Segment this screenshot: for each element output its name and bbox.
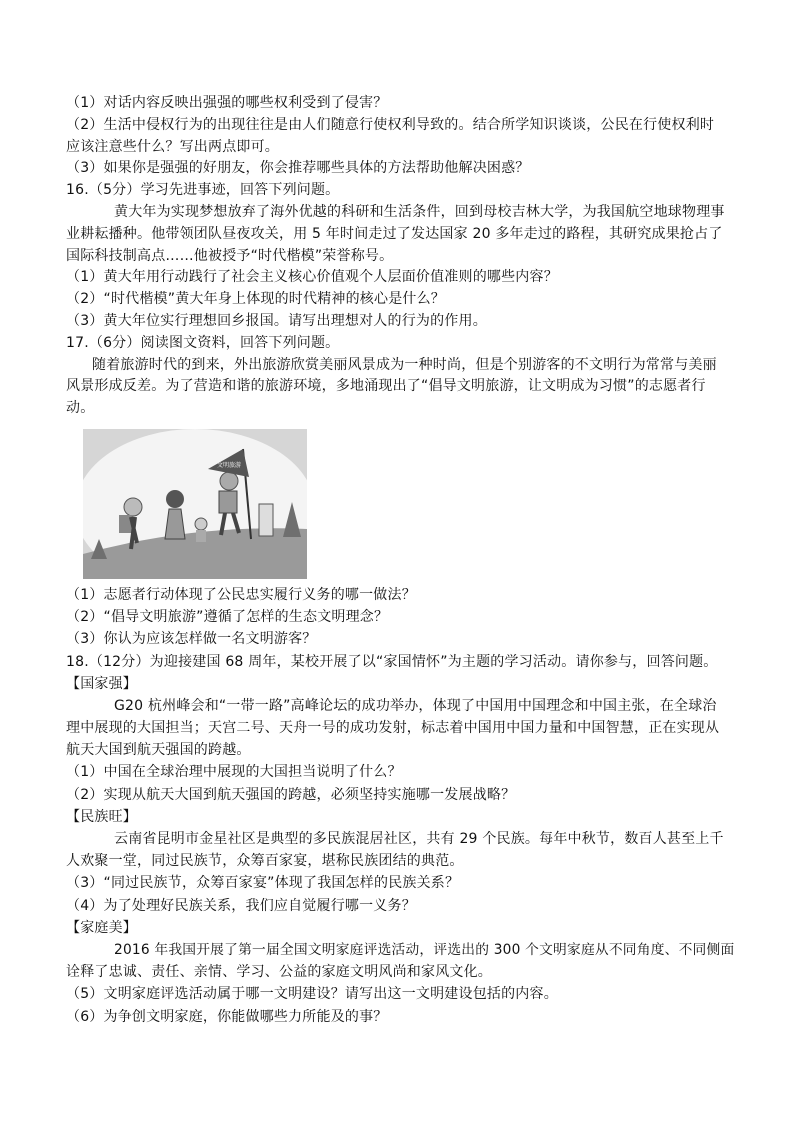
q15-sub2-line2: 应该注意些什么？写出两点即可。 [66,138,279,155]
q18-sub3: （3）“同过民族节，众筹百家宴”体现了我国怎样的民族关系？ [66,875,460,892]
flag-text: 文明旅游 [216,461,242,469]
q16-passage-line2: 业耕耘播种。他带领团队昼夜攻关，用 5 年时间走过了发达国家 20 多年走过的路程，其研究成果抢占了 [66,225,723,242]
q18-heading: 18.（12分）为迎接建国 68 周年，某校开展了以“家国情怀”为主题的学习活动。请你参与，回答问题。 [66,653,718,670]
q18-sub6: （6）为争创文明家庭，你能做哪些力所能及的事？ [66,1008,388,1025]
q18-sub5: （5）文明家庭评选活动属于哪一文明建设？请写出这一文明建设包括的内容。 [66,986,558,1003]
exam-page [66,93,736,1028]
q16-sub3: （3）黄大年位实行理想回乡报国。请写出理想对人的行为的作用。 [66,312,487,329]
q18-section1-passage-line2: 理中展现的大国担当；天宫二号、天舟一号的成功发射，标志着中国用中国力量和中国智慧，正在实现从 [66,720,720,737]
q17-passage-line1: 随着旅游时代的到来，外出旅游欣赏美丽风景成为一种时尚，但是个别游客的不文明行为常常与美丽 [92,356,717,373]
hikers-cartoon-image [83,429,307,579]
q17-sub2: （2）“倡导文明旅游”遵循了怎样的生态文明理念？ [66,609,389,626]
q17-sub1: （1）志愿者行动体现了公民忠实履行义务的哪一做法？ [66,586,416,603]
q15-sub2-line1: （2）生活中侵权行为的出现往往是由人们随意行使权利导致的。结合所学知识谈谈，公民在行使权利时 [66,116,715,133]
q18-section1-passage-line1: G20 杭州峰会和“一带一路”高峰论坛的成功举办，体现了中国用中国理念和中国主张，在全球治 [114,697,717,714]
q16-passage-line3: 国际科技制高点……他被授予“时代楷模”荣誉称号。 [66,247,394,264]
q17-passage-line3: 动。 [66,400,95,417]
q18-sub4: （4）为了处理好民族关系，我们应自觉履行哪一义务？ [66,897,416,914]
q15-sub3: （3）如果你是强强的好朋友，你会推荐哪些具体的方法帮助他解决困惑？ [66,160,530,177]
q17-passage-line2: 风景形成反差。为了营造和谐的旅游环境，多地涌现出了“倡导文明旅游，让文明成为习惯”的志愿者行 [66,378,706,395]
q18-section3-passage-line1: 2016 年我国开展了第一届全国文明家庭评选活动，评选出的 300 个文明家庭从不同角度、不同侧面 [114,941,735,958]
q16-passage-line1: 黄大年为实现梦想放弃了海外优越的科研和生活条件，回到母校吉林大学，为我国航空地球物理事 [114,203,725,220]
q18-section2-passage-line1: 云南省昆明市金星社区是典型的多民族混居社区，共有 29 个民族。每年中秋节，数百人甚至上千 [114,831,724,848]
q16-sub1: （1）黄大年用行动践行了社会主义核心价值观个人层面价值准则的哪些内容？ [66,269,558,286]
q18-section3-title: 【家庭美】 [66,919,137,936]
q18-section2-title: 【民族旺】 [66,808,137,825]
q18-section1-title: 【国家强】 [66,675,137,692]
q17-heading: 17.（6分）阅读图文资料，回答下列问题。 [66,334,340,351]
q18-section3-passage-line2: 诠释了忠诚、责任、亲情、学习、公益的家庭文明风尚和家风文化。 [66,964,492,981]
q18-section2-passage-line2: 人欢聚一堂，同过民族节，众筹百家宴，堪称民族团结的典范。 [66,853,464,870]
q16-heading: 16.（5分）学习先进事迹，回答下列问题。 [66,182,340,199]
q18-sub1: （1）中国在全球治理中展现的大国担当说明了什么？ [66,764,402,781]
q16-sub2: （2）“时代楷模”黄大年身上体现的时代精神的核心是什么？ [66,291,446,308]
q18-sub2: （2）实现从航天大国到航天强国的跨越，必须坚持实施哪一发展战略？ [66,786,516,803]
civilized-travel-illustration [83,429,307,579]
q15-sub1: （1）对话内容反映出强强的哪些权利受到了侵害？ [66,95,388,111]
q18-section1-passage-line3: 航天大国到航天强国的跨越。 [66,742,251,759]
q17-sub3: （3）你认为应该怎样做一名文明游客？ [66,631,317,648]
